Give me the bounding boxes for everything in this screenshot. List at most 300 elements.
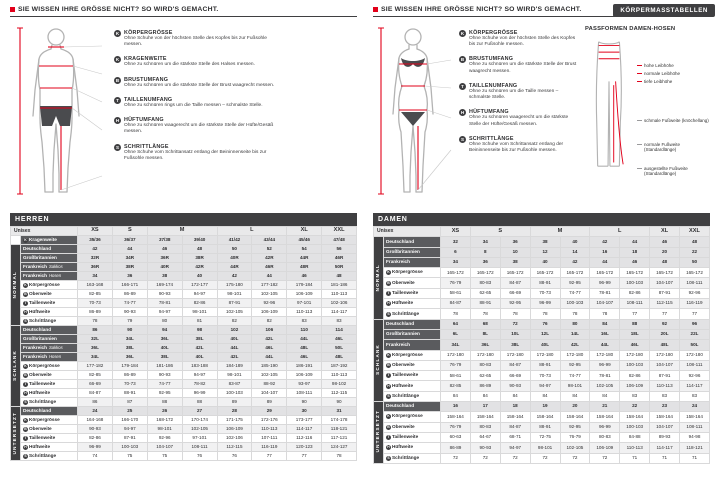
table-cell: 97-101 xyxy=(287,299,322,308)
male-figure-illustration xyxy=(12,26,104,203)
table-row xyxy=(374,340,710,350)
measure-item xyxy=(114,56,284,68)
herren-measure-guide xyxy=(10,6,357,211)
row-label-text: Frankreich xyxy=(23,263,47,269)
measure-item-title: TAILLENUMFANG xyxy=(124,96,173,103)
table-cell: 74-77 xyxy=(560,288,590,298)
row-label-text: Schrittlänge xyxy=(392,392,420,398)
table-cell: 12 xyxy=(530,247,560,257)
measure-item-title: SCHRITTLÄNGE xyxy=(124,143,169,150)
table-cell: 76 xyxy=(182,452,217,461)
table-cell: 116-119 xyxy=(252,443,287,452)
row-label xyxy=(384,371,441,381)
row-label xyxy=(384,402,441,412)
table-cell: 74-77 xyxy=(112,299,147,308)
table-cell: 78 xyxy=(500,309,530,319)
table-cell: 88-91 xyxy=(470,299,500,309)
table-cell: 86-89 xyxy=(470,381,500,391)
row-label xyxy=(21,443,78,452)
row-label xyxy=(21,272,78,281)
table-row xyxy=(374,381,710,391)
row-label xyxy=(384,350,441,360)
measure-item xyxy=(459,30,581,48)
table-cell: 41/42 xyxy=(217,236,252,245)
table-cell: 84 xyxy=(560,391,590,401)
measure-item-text: Ohne zu schnüren um die Taille messen – schmalste Stelle. xyxy=(469,88,559,101)
table-cell: 84-87 xyxy=(500,278,530,288)
row-label-text: Deutschland xyxy=(23,326,52,332)
table-cell: 22 xyxy=(620,402,650,412)
row-label xyxy=(21,389,78,398)
table-cell: 29 xyxy=(252,407,287,416)
table-cell: 78 xyxy=(78,317,113,326)
table-cell: 104-107 xyxy=(147,443,182,452)
table-cell: 42R xyxy=(252,254,287,263)
table-cell: 84-87 xyxy=(500,422,530,432)
measure-item-title: KÖRPERGRÖSSE xyxy=(469,30,518,36)
row-label-text: Großbritannien xyxy=(386,331,420,337)
row-label xyxy=(21,371,78,380)
table-cell: 98-101 xyxy=(217,371,252,380)
table-cell: 117-121 xyxy=(322,434,357,443)
table-cell: 80-83 xyxy=(590,432,620,442)
table-cell: 84-87 xyxy=(78,389,113,398)
size-letter: L xyxy=(217,227,287,236)
herren-guide-heading-text: SIE WISSEN IHRE GRÖSSE NICHT? SO WIRD'S GEMACHT. xyxy=(18,6,219,13)
table-cell: 77 xyxy=(620,309,650,319)
table-cell: 71 xyxy=(650,453,680,463)
table-cell: 77 xyxy=(650,309,680,319)
table-cell: 100-103 xyxy=(620,360,650,370)
table-cell: 94 xyxy=(147,326,182,335)
table-cell: 72-75 xyxy=(530,432,560,442)
red-square-bullet-icon xyxy=(10,7,15,12)
table-cell: 18 xyxy=(500,402,530,412)
table-cell: 83-87 xyxy=(217,380,252,389)
row-label-text: Körpergrösse xyxy=(29,362,60,368)
table-cell: 42 xyxy=(590,237,620,247)
table-cell: 77 xyxy=(287,452,322,461)
measure-letter-icon: K xyxy=(24,237,27,242)
measure-letter-icon: K xyxy=(387,352,390,357)
table-row xyxy=(11,425,357,434)
table-cell: 165-172 xyxy=(650,268,680,278)
table-cell: 90-93 xyxy=(470,443,500,453)
table-cell: 40L xyxy=(217,335,252,344)
measure-item xyxy=(459,83,581,101)
table-cell: 172-176 xyxy=(252,416,287,425)
measure-letter-icon: T xyxy=(24,435,27,440)
table-row xyxy=(374,350,710,360)
measure-item-text: Ohne Schuhe von der höchsten Stelle des Kopfes bis zur Fußsohle messen. xyxy=(469,36,576,48)
row-label-text: Oberweite xyxy=(392,362,415,367)
table-cell: 42 xyxy=(217,272,252,281)
passform-label-text: ausgestellte Fußweite (Standardlänge) xyxy=(644,166,688,177)
table-cell: 78 xyxy=(530,309,560,319)
table-cell: 110-113 xyxy=(620,443,650,453)
measure-item xyxy=(459,136,581,154)
table-cell: 60-63 xyxy=(441,432,471,442)
table-cell: 16 xyxy=(590,247,620,257)
table-cell: 48 xyxy=(680,237,710,247)
row-label xyxy=(21,245,78,254)
table-cell: 75 xyxy=(112,452,147,461)
measure-letter-icon: B xyxy=(115,77,120,83)
herren-measure-items xyxy=(114,30,284,170)
table-cell: 78 xyxy=(590,309,620,319)
table-cell: 42L xyxy=(217,353,252,362)
table-row xyxy=(374,360,710,370)
table-cell: 42L xyxy=(252,335,287,344)
table-cell: 172-180 xyxy=(500,350,530,360)
table-row xyxy=(11,452,357,461)
row-label xyxy=(384,422,441,432)
row-label xyxy=(384,247,441,257)
measure-letter-icon: K xyxy=(115,57,120,63)
measure-item xyxy=(459,56,581,74)
table-cell: 76-79 xyxy=(560,432,590,442)
table-cell: 170-174 xyxy=(182,416,217,425)
row-label xyxy=(384,288,441,298)
table-cell: 104-107 xyxy=(650,422,680,432)
size-letter: L xyxy=(590,227,650,237)
table-cell: 72 xyxy=(500,453,530,463)
table-cell: 166-170 xyxy=(112,416,147,425)
tick-icon xyxy=(637,65,642,66)
table-cell: 106 xyxy=(252,326,287,335)
table-row xyxy=(374,443,710,453)
table-row xyxy=(11,236,357,245)
table-cell: 82-85 xyxy=(78,371,113,380)
table-cell: 86 xyxy=(78,326,113,335)
table-row xyxy=(374,237,710,247)
row-label-text: Frankreich xyxy=(23,272,47,278)
measure-item-title: TAILLENUMFANG xyxy=(469,82,518,89)
passform-label-text: hohe Leibhöhe xyxy=(644,63,674,68)
table-cell: 88-91 xyxy=(530,422,560,432)
table-cell: 84 xyxy=(470,391,500,401)
measure-item-body xyxy=(124,117,284,135)
table-cell: 44 xyxy=(112,245,147,254)
table-cell: 90-93 xyxy=(78,425,113,434)
table-cell: 168-172 xyxy=(147,416,182,425)
tick-icon xyxy=(637,73,642,74)
measure-letter-icon: S xyxy=(24,399,27,404)
table-cell: 108-111 xyxy=(182,443,217,452)
table-cell: 98-101 xyxy=(560,381,590,391)
row-label-text: Hüftweite xyxy=(392,382,414,388)
table-cell: 38R xyxy=(112,263,147,272)
table-cell: 42 xyxy=(560,257,590,267)
table-cell: 36 xyxy=(500,237,530,247)
table-cell: 184-189 xyxy=(217,362,252,371)
table-cell: 88-92 xyxy=(252,380,287,389)
damen-guide-heading xyxy=(373,6,620,17)
table-cell: 82-86 xyxy=(620,288,650,298)
table-cell: 76-79 xyxy=(441,278,471,288)
row-label-text: Deutschland xyxy=(23,407,52,413)
table-cell: 16 xyxy=(441,402,471,412)
measure-item-title: KÖRPERGRÖSSE xyxy=(124,30,173,36)
table-row xyxy=(374,453,710,463)
table-cell: 165-172 xyxy=(590,268,620,278)
passformen-damen-hosen xyxy=(585,26,710,208)
passform-label xyxy=(637,142,709,153)
table-cell: 17 xyxy=(470,402,500,412)
table-cell: 36L xyxy=(78,344,113,353)
size-letter: M xyxy=(147,227,217,236)
measure-item-body xyxy=(124,77,274,89)
female-figure-illustration xyxy=(375,26,453,203)
table-cell: 82-86 xyxy=(182,299,217,308)
table-cell: 112-115 xyxy=(217,443,252,452)
passform-label xyxy=(637,63,709,68)
row-label xyxy=(21,281,78,290)
measure-letter-icon: H xyxy=(24,309,27,314)
table-cell: 21 xyxy=(590,402,620,412)
table-cell: 98 xyxy=(182,326,217,335)
table-cell: 68-71 xyxy=(500,432,530,442)
measure-letter-icon: S xyxy=(460,136,464,142)
measure-item-title: SCHRITTLÄNGE xyxy=(469,135,514,142)
table-cell: 38L xyxy=(500,340,530,350)
table-cell: 48R xyxy=(287,263,322,272)
table-cell: 82-85 xyxy=(441,381,471,391)
row-label-text: Taillenweite xyxy=(392,289,419,295)
table-cell: 106-109 xyxy=(620,381,650,391)
table-cell: 174-178 xyxy=(322,416,357,425)
table-cell: 20 xyxy=(650,247,680,257)
table-cell: 172-180 xyxy=(650,350,680,360)
measure-letter-icon: T xyxy=(459,83,466,90)
table-row xyxy=(11,362,357,371)
row-label-text: Oberweite xyxy=(29,290,52,296)
table-cell: 172-177 xyxy=(182,281,217,290)
table-cell: 28 xyxy=(217,407,252,416)
row-label xyxy=(384,309,441,319)
table-cell: 78-81 xyxy=(590,288,620,298)
table-cell: 175-180 xyxy=(217,281,252,290)
row-label-text: Deutschland xyxy=(386,320,415,326)
row-label-text: Großbritannien xyxy=(386,248,420,254)
row-label xyxy=(384,268,441,278)
table-cell: 50L xyxy=(322,344,357,353)
row-label-text: Oberweite xyxy=(29,425,52,431)
table-cell: 92-95 xyxy=(147,389,182,398)
measure-item xyxy=(114,77,284,89)
table-cell: 104-107 xyxy=(252,389,287,398)
table-cell: 165-172 xyxy=(441,268,471,278)
table-cell: 12L xyxy=(530,329,560,339)
row-label-text: Oberweite xyxy=(392,279,415,285)
row-label-text: Kragenweite xyxy=(29,236,57,242)
passform-label xyxy=(637,79,709,84)
table-cell: 83 xyxy=(287,317,322,326)
table-cell: 50R xyxy=(322,263,357,272)
table-row xyxy=(374,402,710,412)
measure-item-body xyxy=(124,56,255,68)
table-row xyxy=(11,281,357,290)
table-row xyxy=(374,391,710,401)
measure-item-body xyxy=(469,30,581,48)
passform-label-text: normale Fußweite (Standardlänge) xyxy=(644,142,681,153)
table-cell: 165-172 xyxy=(470,268,500,278)
damen-size-table xyxy=(373,226,710,464)
measure-letter-icon: B xyxy=(387,424,390,429)
damen-size-section xyxy=(373,213,710,464)
table-cell: 34L xyxy=(441,340,471,350)
row-label xyxy=(384,381,441,391)
table-cell: 169-174 xyxy=(147,281,182,290)
table-cell: 26 xyxy=(147,407,182,416)
table-cell: 36R xyxy=(147,254,182,263)
table-cell: 92-96 xyxy=(680,371,710,381)
table-cell: 22 xyxy=(680,247,710,257)
table-cell: 106-109 xyxy=(287,371,322,380)
fit-group-text: NORMAL xyxy=(375,263,381,291)
table-cell: 107-111 xyxy=(252,434,287,443)
table-cell: 106-109 xyxy=(590,443,620,453)
table-row xyxy=(374,288,710,298)
row-label xyxy=(21,317,78,326)
table-cell: 110-113 xyxy=(650,381,680,391)
table-cell: 165-172 xyxy=(620,268,650,278)
table-row xyxy=(11,353,357,362)
table-cell: 86 xyxy=(78,398,113,407)
table-cell: 76 xyxy=(530,319,560,329)
table-cell: 110-113 xyxy=(322,290,357,299)
table-row xyxy=(11,245,357,254)
table-cell: 75 xyxy=(147,452,182,461)
table-row xyxy=(11,371,357,380)
table-row xyxy=(374,247,710,257)
table-cell: 158-164 xyxy=(441,412,471,422)
table-cell: 40 xyxy=(182,272,217,281)
row-label-text: Taillenweite xyxy=(392,434,419,440)
table-cell: 54 xyxy=(287,245,322,254)
table-cell: 86-89 xyxy=(78,308,113,317)
table-cell: 158-164 xyxy=(470,412,500,422)
table-cell: 102-105 xyxy=(560,443,590,453)
unisex-header: Unisex xyxy=(11,227,78,236)
table-cell: 96-99 xyxy=(78,443,113,452)
measure-letter-icon: T xyxy=(24,300,27,305)
table-cell: 20L xyxy=(650,329,680,339)
table-row xyxy=(374,268,710,278)
table-cell: 108-111 xyxy=(680,422,710,432)
table-cell: 96-99 xyxy=(590,360,620,370)
table-cell: 46L xyxy=(287,353,322,362)
table-cell: 83 xyxy=(322,317,357,326)
row-sublabel: Sakkos xyxy=(48,344,63,350)
table-cell: 94-97 xyxy=(182,371,217,380)
measure-item xyxy=(459,109,581,127)
table-cell: 100-103 xyxy=(217,389,252,398)
table-cell: 32R xyxy=(78,254,113,263)
measure-item-text: Ohne Schuhe vom Schrittansatz entlang der Beininnenseite bis zur Fußsohle messen. xyxy=(469,141,564,154)
table-cell: 44L xyxy=(252,353,287,362)
passform-label-text: normale Leibhöhe xyxy=(644,71,681,76)
table-cell: 114-117 xyxy=(680,381,710,391)
table-cell: 46 xyxy=(287,272,322,281)
table-cell: 89-93 xyxy=(650,432,680,442)
table-cell: 36R xyxy=(78,263,113,272)
table-cell: 165-172 xyxy=(500,268,530,278)
table-cell: 114 xyxy=(322,326,357,335)
table-cell: 89 xyxy=(217,398,252,407)
table-cell: 93-97 xyxy=(287,380,322,389)
table-cell: 48 xyxy=(322,272,357,281)
measure-letter-icon: B xyxy=(24,291,27,296)
table-cell: 177-182 xyxy=(252,281,287,290)
table-cell: 8L xyxy=(470,329,500,339)
red-square-bullet-icon xyxy=(373,7,378,12)
table-cell: 96 xyxy=(680,319,710,329)
table-cell: 72 xyxy=(441,453,471,463)
table-cell: 71 xyxy=(680,453,710,463)
table-cell: 20 xyxy=(560,402,590,412)
table-cell: 98-101 xyxy=(182,308,217,317)
table-cell: 110-113 xyxy=(287,308,322,317)
table-cell: 38L xyxy=(112,344,147,353)
measure-letter-icon: B xyxy=(387,280,390,285)
table-cell: 104-107 xyxy=(650,278,680,288)
row-label-text: Taillenweite xyxy=(29,434,56,440)
table-cell: 47/48 xyxy=(322,236,357,245)
measure-item-text: Ohne Schuhe von der höchsten Stelle des Kopfes bis zur Fußsohle messen. xyxy=(124,36,267,48)
size-header-row xyxy=(11,227,357,236)
table-cell: 70-73 xyxy=(530,288,560,298)
table-cell: 72 xyxy=(470,453,500,463)
measure-letter-icon: H xyxy=(24,390,27,395)
row-label xyxy=(21,452,78,461)
measure-letter-icon: K xyxy=(115,31,120,36)
table-cell: 172-180 xyxy=(530,350,560,360)
table-cell: 102-105 xyxy=(252,290,287,299)
table-cell: 102 xyxy=(217,326,252,335)
measure-letter-icon: S xyxy=(387,393,390,398)
table-cell: 38 xyxy=(530,237,560,247)
row-label-text: Hüftweite xyxy=(392,444,414,450)
size-letter: S xyxy=(112,227,147,236)
table-cell: 58-61 xyxy=(441,288,471,298)
table-cell: 44R xyxy=(217,263,252,272)
fit-group-label xyxy=(374,402,384,464)
row-label-text: Schrittlänge xyxy=(29,317,57,323)
table-cell: 44L xyxy=(287,335,322,344)
row-sublabel: Hosen xyxy=(48,353,62,359)
table-cell: 37/38 xyxy=(147,236,182,245)
measure-item-text: Ohne zu schnüren um die stärkste Stelle der Brust waagrecht messen. xyxy=(124,82,275,88)
row-label-text: Frankreich xyxy=(386,259,410,265)
table-cell: 102-105 xyxy=(590,381,620,391)
table-cell: 42R xyxy=(182,263,217,272)
table-cell: 88-91 xyxy=(112,389,147,398)
tick-icon xyxy=(637,168,642,169)
table-cell: 163-168 xyxy=(78,281,113,290)
row-label-text: Deutschland xyxy=(23,245,52,251)
table-cell: 46R xyxy=(252,263,287,272)
row-label xyxy=(21,290,78,299)
table-cell: 80 xyxy=(147,317,182,326)
table-row xyxy=(374,278,710,288)
table-cell: 32 xyxy=(441,237,471,247)
row-label-text: Oberweite xyxy=(392,423,415,429)
fit-group-label xyxy=(11,407,21,461)
table-row xyxy=(374,412,710,422)
table-cell: 179-184 xyxy=(112,362,147,371)
row-label-text: Deutschland xyxy=(386,403,415,409)
